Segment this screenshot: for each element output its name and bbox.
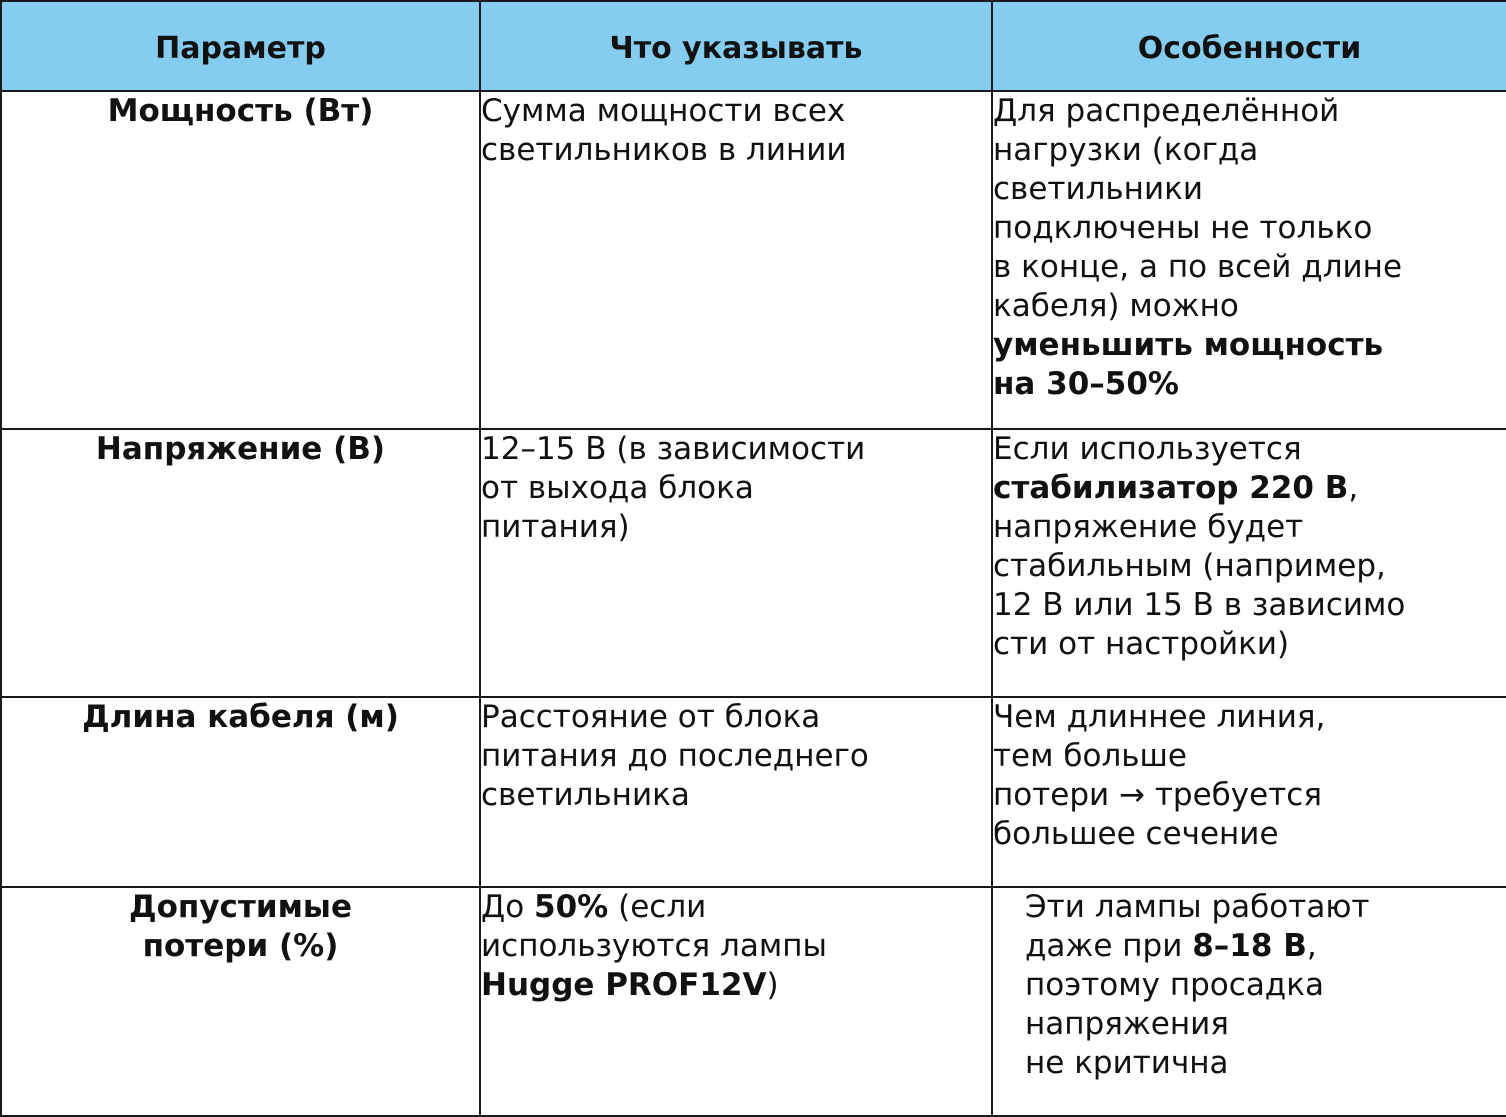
what-voltage: 12–15 В (в зависимости от выхода блока питания): [480, 429, 992, 697]
what-power: Сумма мощности всех светильников в линии: [480, 91, 992, 429]
param-cable-length: Длина кабеля (м): [1, 697, 480, 887]
notes-power: Для распределённой нагрузки (когда светильники подключены не только в конце, а по всей длине кабеля) можно уменьшить мощность на 30–50%: [992, 91, 1506, 429]
param-allowed-losses: Допустимые потери (%): [1, 887, 480, 1116]
what-cable-length: Расстояние от блока питания до последнего светильника: [480, 697, 992, 887]
notes-cable-length: Чем длиннее линия, тем больше потери → требуется большее сечение: [992, 697, 1506, 887]
table-row: [1, 429, 1506, 697]
header-parameter: Параметр: [1, 1, 480, 91]
header-what-to-specify: Что указывать: [480, 1, 992, 91]
table-header-row: [1, 1, 1506, 91]
table-row: [1, 91, 1506, 429]
table-row: [1, 887, 1506, 1116]
notes-allowed-losses: Эти лампы работают даже при 8–18 В, поэтому просадка напряжения не критична: [992, 887, 1506, 1116]
param-power: Мощность (Вт): [1, 91, 480, 429]
table-row: [1, 697, 1506, 887]
notes-voltage: Если используется стабилизатор 220 В, напряжение будет стабильным (например, 12 В или 15 В в зависимо сти от настройки): [992, 429, 1506, 697]
header-features: Особенности: [992, 1, 1506, 91]
what-allowed-losses: До 50% (если используются лампы Hugge PROF12V): [480, 887, 992, 1116]
param-voltage: Напряжение (В): [1, 429, 480, 697]
